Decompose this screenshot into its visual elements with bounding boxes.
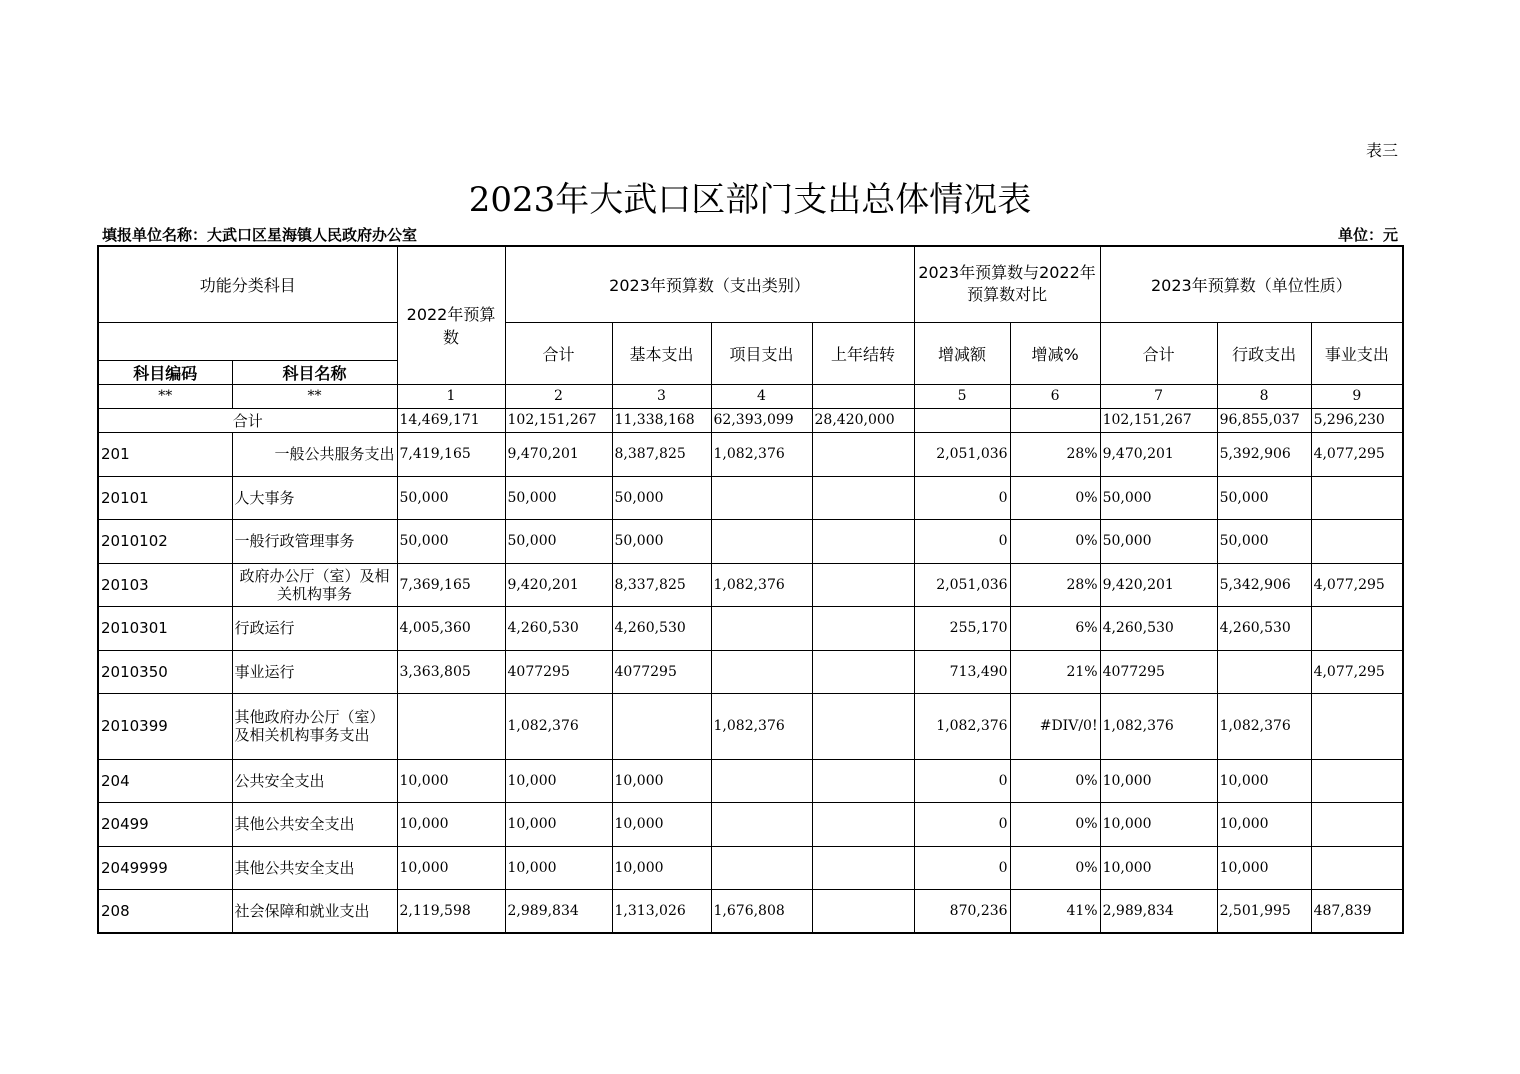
value-cell bbox=[711, 519, 812, 563]
value-cell bbox=[1311, 802, 1403, 846]
value-cell: 10,000 bbox=[1100, 846, 1217, 889]
index-cell: 3 bbox=[612, 384, 711, 408]
value-cell: 10,000 bbox=[505, 759, 612, 802]
value-cell: 0 bbox=[914, 476, 1010, 519]
value-cell: 4,260,530 bbox=[1100, 606, 1217, 650]
value-cell bbox=[1311, 606, 1403, 650]
value-cell: 1,676,808 bbox=[711, 889, 812, 933]
value-cell: 28% bbox=[1010, 563, 1100, 606]
value-cell: #DIV/0! bbox=[1010, 693, 1100, 759]
value-cell bbox=[1311, 693, 1403, 759]
value-cell: 1,082,376 bbox=[1100, 693, 1217, 759]
value-cell bbox=[812, 476, 914, 519]
value-cell bbox=[1311, 519, 1403, 563]
header-prev-budget: 2022年预算数 bbox=[397, 246, 505, 384]
value-cell: 50,000 bbox=[505, 519, 612, 563]
value-cell bbox=[711, 759, 812, 802]
name-cell: 公共安全支出 bbox=[232, 759, 397, 802]
value-cell: 0% bbox=[1010, 476, 1100, 519]
value-cell: 50,000 bbox=[612, 519, 711, 563]
value-cell: 2,051,036 bbox=[914, 563, 1010, 606]
value-cell: 3,363,805 bbox=[397, 650, 505, 693]
value-cell bbox=[397, 693, 505, 759]
expenditure-table bbox=[97, 245, 1404, 934]
table-row bbox=[98, 606, 1403, 650]
total-label: 合计 bbox=[98, 408, 397, 432]
header-comparison: 2023年预算数与2022年预算数对比 bbox=[914, 246, 1100, 322]
total-cell bbox=[914, 408, 1010, 432]
index-cell: 1 bbox=[397, 384, 505, 408]
header-change-pct: 增减% bbox=[1010, 322, 1100, 384]
header-by-unit-type: 2023年预算数（单位性质） bbox=[1100, 246, 1403, 322]
value-cell: 10,000 bbox=[505, 846, 612, 889]
index-cell: 7 bbox=[1100, 384, 1217, 408]
index-cell bbox=[812, 384, 914, 408]
value-cell bbox=[1311, 759, 1403, 802]
name-cell: 事业运行 bbox=[232, 650, 397, 693]
total-cell: 102,151,267 bbox=[505, 408, 612, 432]
value-cell: 0 bbox=[914, 759, 1010, 802]
name-cell: 一般行政管理事务 bbox=[232, 519, 397, 563]
total-cell: 62,393,099 bbox=[711, 408, 812, 432]
value-cell: 50,000 bbox=[397, 476, 505, 519]
value-cell: 0% bbox=[1010, 802, 1100, 846]
name-cell: 一般公共服务支出 bbox=[232, 432, 397, 476]
code-cell: 2010102 bbox=[98, 519, 232, 563]
value-cell: 9,420,201 bbox=[505, 563, 612, 606]
value-cell: 1,313,026 bbox=[612, 889, 711, 933]
value-cell: 28% bbox=[1010, 432, 1100, 476]
total-cell: 102,151,267 bbox=[1100, 408, 1217, 432]
value-cell: 8,387,825 bbox=[612, 432, 711, 476]
index-cell: 2 bbox=[505, 384, 612, 408]
value-cell: 50,000 bbox=[1100, 519, 1217, 563]
header-total: 合计 bbox=[505, 322, 612, 384]
value-cell: 1,082,376 bbox=[711, 693, 812, 759]
value-cell bbox=[812, 563, 914, 606]
total-cell: 28,420,000 bbox=[812, 408, 914, 432]
name-cell: 其他政府办公厅（室）及相关机构事务支出 bbox=[232, 693, 397, 759]
code-cell: 20499 bbox=[98, 802, 232, 846]
value-cell: 9,420,201 bbox=[1100, 563, 1217, 606]
value-cell: 10,000 bbox=[505, 802, 612, 846]
table-row bbox=[98, 650, 1403, 693]
value-cell: 4077295 bbox=[505, 650, 612, 693]
code-cell: 204 bbox=[98, 759, 232, 802]
total-cell: 5,296,230 bbox=[1311, 408, 1403, 432]
index-row bbox=[98, 384, 1403, 408]
index-cell: 9 bbox=[1311, 384, 1403, 408]
value-cell: 41% bbox=[1010, 889, 1100, 933]
code-cell: 2010399 bbox=[98, 693, 232, 759]
name-cell: 人大事务 bbox=[232, 476, 397, 519]
value-cell bbox=[812, 606, 914, 650]
value-cell: 4,260,530 bbox=[612, 606, 711, 650]
name-cell: 其他公共安全支出 bbox=[232, 802, 397, 846]
value-cell bbox=[812, 889, 914, 933]
value-cell: 7,419,165 bbox=[397, 432, 505, 476]
value-cell: 4077295 bbox=[612, 650, 711, 693]
name-cell: 行政运行 bbox=[232, 606, 397, 650]
value-cell bbox=[711, 802, 812, 846]
value-cell: 0% bbox=[1010, 759, 1100, 802]
table-row bbox=[98, 759, 1403, 802]
value-cell: 10,000 bbox=[612, 846, 711, 889]
value-cell: 10,000 bbox=[1100, 802, 1217, 846]
table-row bbox=[98, 889, 1403, 933]
index-cell: 5 bbox=[914, 384, 1010, 408]
total-cell: 14,469,171 bbox=[397, 408, 505, 432]
code-cell: 20103 bbox=[98, 563, 232, 606]
table-row bbox=[98, 563, 1403, 606]
value-cell bbox=[1217, 650, 1311, 693]
value-cell bbox=[711, 476, 812, 519]
page-title: 2023年大武口区部门支出总体情况表 bbox=[468, 180, 1032, 220]
value-cell: 2,119,598 bbox=[397, 889, 505, 933]
value-cell bbox=[1311, 846, 1403, 889]
value-cell: 6% bbox=[1010, 606, 1100, 650]
header-basic: 基本支出 bbox=[612, 322, 711, 384]
table-row bbox=[98, 432, 1403, 476]
code-cell: 208 bbox=[98, 889, 232, 933]
value-cell: 0% bbox=[1010, 519, 1100, 563]
code-cell: 20101 bbox=[98, 476, 232, 519]
value-cell: 50,000 bbox=[1217, 519, 1311, 563]
value-cell: 8,337,825 bbox=[612, 563, 711, 606]
name-cell: 其他公共安全支出 bbox=[232, 846, 397, 889]
value-cell: 50,000 bbox=[612, 476, 711, 519]
code-cell: 2049999 bbox=[98, 846, 232, 889]
value-cell bbox=[711, 650, 812, 693]
value-cell: 50,000 bbox=[505, 476, 612, 519]
index-cell: 4 bbox=[711, 384, 812, 408]
value-cell: 0 bbox=[914, 802, 1010, 846]
total-row bbox=[98, 408, 1403, 432]
header-blank bbox=[98, 322, 397, 360]
value-cell: 5,342,906 bbox=[1217, 563, 1311, 606]
table-row bbox=[98, 519, 1403, 563]
name-cell: 社会保障和就业支出 bbox=[232, 889, 397, 933]
code-cell: 2010301 bbox=[98, 606, 232, 650]
value-cell: 50,000 bbox=[1217, 476, 1311, 519]
header-change-amount: 增减额 bbox=[914, 322, 1010, 384]
value-cell: 0 bbox=[914, 846, 1010, 889]
total-cell bbox=[1010, 408, 1100, 432]
value-cell bbox=[812, 802, 914, 846]
value-cell: 10,000 bbox=[397, 802, 505, 846]
header-admin: 行政支出 bbox=[1217, 322, 1311, 384]
index-cell: ** bbox=[232, 384, 397, 408]
header-func-category: 功能分类科目 bbox=[98, 246, 397, 322]
value-cell: 4,077,295 bbox=[1311, 650, 1403, 693]
value-cell bbox=[812, 693, 914, 759]
value-cell: 10,000 bbox=[397, 846, 505, 889]
name-cell: 政府办公厅（室）及相关机构事务 bbox=[232, 563, 397, 606]
value-cell: 2,051,036 bbox=[914, 432, 1010, 476]
value-cell: 255,170 bbox=[914, 606, 1010, 650]
value-cell: 9,470,201 bbox=[1100, 432, 1217, 476]
table-number: 表三 bbox=[1365, 141, 1398, 160]
index-cell: 8 bbox=[1217, 384, 1311, 408]
value-cell: 9,470,201 bbox=[505, 432, 612, 476]
value-cell: 10,000 bbox=[612, 759, 711, 802]
index-cell: 6 bbox=[1010, 384, 1100, 408]
value-cell: 1,082,376 bbox=[711, 432, 812, 476]
value-cell: 0% bbox=[1010, 846, 1100, 889]
value-cell bbox=[812, 846, 914, 889]
value-cell: 10,000 bbox=[612, 802, 711, 846]
total-cell: 11,338,168 bbox=[612, 408, 711, 432]
value-cell bbox=[711, 846, 812, 889]
value-cell: 10,000 bbox=[397, 759, 505, 802]
value-cell: 2,989,834 bbox=[505, 889, 612, 933]
value-cell: 10,000 bbox=[1100, 759, 1217, 802]
value-cell: 5,392,906 bbox=[1217, 432, 1311, 476]
header-code: 科目编码 bbox=[98, 360, 232, 384]
value-cell: 1,082,376 bbox=[711, 563, 812, 606]
table-row bbox=[98, 802, 1403, 846]
value-cell: 10,000 bbox=[1217, 846, 1311, 889]
value-cell: 4,005,360 bbox=[397, 606, 505, 650]
value-cell: 1,082,376 bbox=[914, 693, 1010, 759]
header-project: 项目支出 bbox=[711, 322, 812, 384]
value-cell bbox=[612, 693, 711, 759]
code-cell: 201 bbox=[98, 432, 232, 476]
value-cell: 4077295 bbox=[1100, 650, 1217, 693]
value-cell: 21% bbox=[1010, 650, 1100, 693]
table-row bbox=[98, 846, 1403, 889]
header-carryover: 上年结转 bbox=[812, 322, 914, 384]
value-cell: 4,260,530 bbox=[505, 606, 612, 650]
value-cell bbox=[812, 650, 914, 693]
value-cell bbox=[812, 519, 914, 563]
value-cell bbox=[711, 606, 812, 650]
value-cell: 50,000 bbox=[1100, 476, 1217, 519]
value-cell: 4,077,295 bbox=[1311, 432, 1403, 476]
header-public-inst: 事业支出 bbox=[1311, 322, 1403, 384]
value-cell: 870,236 bbox=[914, 889, 1010, 933]
value-cell: 4,260,530 bbox=[1217, 606, 1311, 650]
currency-unit: 单位：元 bbox=[1337, 226, 1398, 244]
table-row bbox=[98, 476, 1403, 519]
value-cell bbox=[812, 432, 914, 476]
value-cell: 10,000 bbox=[1217, 759, 1311, 802]
value-cell: 1,082,376 bbox=[505, 693, 612, 759]
header-name: 科目名称 bbox=[232, 360, 397, 384]
value-cell: 2,501,995 bbox=[1217, 889, 1311, 933]
value-cell: 0 bbox=[914, 519, 1010, 563]
value-cell: 487,839 bbox=[1311, 889, 1403, 933]
index-cell: ** bbox=[98, 384, 232, 408]
value-cell bbox=[812, 759, 914, 802]
code-cell: 2010350 bbox=[98, 650, 232, 693]
table-row bbox=[98, 693, 1403, 759]
reporting-unit: 填报单位名称：大武口区星海镇人民政府办公室 bbox=[102, 226, 418, 244]
header-by-expense-type: 2023年预算数（支出类别） bbox=[505, 246, 914, 322]
value-cell: 1,082,376 bbox=[1217, 693, 1311, 759]
value-cell: 50,000 bbox=[397, 519, 505, 563]
value-cell: 10,000 bbox=[1217, 802, 1311, 846]
value-cell bbox=[1311, 476, 1403, 519]
total-cell: 96,855,037 bbox=[1217, 408, 1311, 432]
value-cell: 7,369,165 bbox=[397, 563, 505, 606]
header-total2: 合计 bbox=[1100, 322, 1217, 384]
value-cell: 2,989,834 bbox=[1100, 889, 1217, 933]
value-cell: 713,490 bbox=[914, 650, 1010, 693]
value-cell: 4,077,295 bbox=[1311, 563, 1403, 606]
